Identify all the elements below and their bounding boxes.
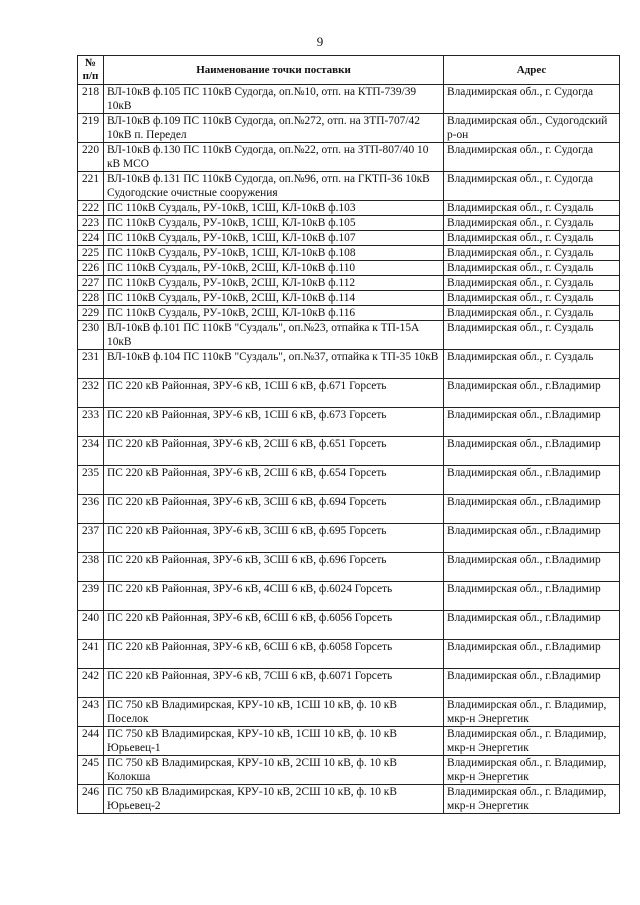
row-number: 219 xyxy=(78,114,104,143)
table-row xyxy=(78,216,620,231)
row-number: 234 xyxy=(78,437,104,466)
row-address: Владимирская обл., г. Владимир, мкр-н Энергетик xyxy=(444,727,620,756)
row-number: 227 xyxy=(78,276,104,291)
row-address: Владимирская обл., г.Владимир xyxy=(444,669,620,698)
row-number: 222 xyxy=(78,201,104,216)
row-number: 240 xyxy=(78,611,104,640)
row-number: 246 xyxy=(78,785,104,814)
table-row xyxy=(78,756,620,785)
row-number: 225 xyxy=(78,246,104,261)
row-delivery-point: ПС 220 кВ Районная, ЗРУ-6 кВ, 1СШ 6 кВ, ф.673 Горсеть xyxy=(104,408,444,437)
row-number: 226 xyxy=(78,261,104,276)
row-delivery-point: ПС 220 кВ Районная, ЗРУ-6 кВ, 1СШ 6 кВ, ф.671 Горсеть xyxy=(104,379,444,408)
row-number: 233 xyxy=(78,408,104,437)
table-row xyxy=(78,276,620,291)
row-address: Владимирская обл., г. Судогда xyxy=(444,172,620,201)
row-number: 228 xyxy=(78,291,104,306)
row-address: Владимирская обл., г. Судогда xyxy=(444,143,620,172)
row-number: 241 xyxy=(78,640,104,669)
row-number: 224 xyxy=(78,231,104,246)
row-delivery-point: ВЛ-10кВ ф.131 ПС 110кВ Судогда, оп.№96, отп. на ГКТП-36 10кВ Судогодские очистные сооружения xyxy=(104,172,444,201)
row-delivery-point: ПС 750 кВ Владимирская, КРУ-10 кВ, 1СШ 10 кВ, ф. 10 кВ Юрьевец-1 xyxy=(104,727,444,756)
row-address: Владимирская обл., г.Владимир xyxy=(444,582,620,611)
row-address: Владимирская обл., г. Суздаль xyxy=(444,216,620,231)
row-address: Владимирская обл., г. Суздаль xyxy=(444,261,620,276)
row-address: Владимирская обл., г.Владимир xyxy=(444,495,620,524)
row-address: Владимирская обл., г. Суздаль xyxy=(444,246,620,261)
row-delivery-point: ПС 110кВ Суздаль, РУ-10кВ, 2СШ, КЛ-10кВ ф.114 xyxy=(104,291,444,306)
table-row xyxy=(78,350,620,379)
header-number-symbol: № xyxy=(84,57,97,69)
row-delivery-point: ПС 750 кВ Владимирская, КРУ-10 кВ, 2СШ 10 кВ, ф. 10 кВ Колокша xyxy=(104,756,444,785)
row-number: 229 xyxy=(78,306,104,321)
row-delivery-point: ВЛ-10кВ ф.104 ПС 110кВ "Суздаль", оп.№37, отпайка к ТП-35 10кВ xyxy=(104,350,444,379)
row-number: 223 xyxy=(78,216,104,231)
table-row xyxy=(78,379,620,408)
row-number: 231 xyxy=(78,350,104,379)
row-address: Владимирская обл., г. Суздаль xyxy=(444,231,620,246)
table-body xyxy=(78,85,620,814)
table-row xyxy=(78,261,620,276)
row-address: Владимирская обл., г.Владимир xyxy=(444,640,620,669)
row-delivery-point: ВЛ-10кВ ф.109 ПС 110кВ Судогда, оп.№272, отп. на ЗТП-707/42 10кВ п. Передел xyxy=(104,114,444,143)
row-number: 236 xyxy=(78,495,104,524)
table-row xyxy=(78,201,620,216)
row-address: Владимирская обл., г. Суздаль xyxy=(444,291,620,306)
row-number: 239 xyxy=(78,582,104,611)
row-number: 230 xyxy=(78,321,104,350)
row-number: 237 xyxy=(78,524,104,553)
table-row xyxy=(78,408,620,437)
row-address: Владимирская обл., г. Владимир, мкр-н Энергетик xyxy=(444,785,620,814)
row-address: Владимирская обл., г. Суздаль xyxy=(444,201,620,216)
row-address: Владимирская обл., г.Владимир xyxy=(444,437,620,466)
table-row xyxy=(78,640,620,669)
table-row xyxy=(78,143,620,172)
row-address: Владимирская обл., г. Суздаль xyxy=(444,321,620,350)
table-row xyxy=(78,231,620,246)
row-delivery-point: ПС 110кВ Суздаль, РУ-10кВ, 1СШ, КЛ-10кВ ф.103 xyxy=(104,201,444,216)
row-number: 244 xyxy=(78,727,104,756)
row-number: 242 xyxy=(78,669,104,698)
table-row xyxy=(78,114,620,143)
row-delivery-point: ПС 750 кВ Владимирская, КРУ-10 кВ, 1СШ 10 кВ, ф. 10 кВ Поселок xyxy=(104,698,444,727)
row-number: 221 xyxy=(78,172,104,201)
table-row xyxy=(78,698,620,727)
table-row xyxy=(78,437,620,466)
row-number: 232 xyxy=(78,379,104,408)
row-address: Владимирская обл., г. Судогда xyxy=(444,85,620,114)
row-address: Владимирская обл., г.Владимир xyxy=(444,553,620,582)
row-address: Владимирская обл., г.Владимир xyxy=(444,466,620,495)
table-row xyxy=(78,582,620,611)
row-address: Владимирская обл., г.Владимир xyxy=(444,524,620,553)
row-number: 245 xyxy=(78,756,104,785)
row-delivery-point: ПС 220 кВ Районная, ЗРУ-6 кВ, 3СШ 6 кВ, ф.694 Горсеть xyxy=(104,495,444,524)
table-row xyxy=(78,727,620,756)
row-delivery-point: ВЛ-10кВ ф.101 ПС 110кВ "Суздаль", оп.№23, отпайка к ТП-15А 10кВ xyxy=(104,321,444,350)
row-address: Владимирская обл., г. Владимир, мкр-н Энергетик xyxy=(444,698,620,727)
row-delivery-point: ПС 750 кВ Владимирская, КРУ-10 кВ, 2СШ 10 кВ, ф. 10 кВ Юрьевец-2 xyxy=(104,785,444,814)
table-row xyxy=(78,611,620,640)
row-delivery-point: ВЛ-10кВ ф.130 ПС 110кВ Судогда, оп.№22, отп. на ЗТП-807/40 10 кВ МСО xyxy=(104,143,444,172)
table-row xyxy=(78,466,620,495)
row-address: Владимирская обл., Судогодский р-он xyxy=(444,114,620,143)
row-delivery-point: ВЛ-10кВ ф.105 ПС 110кВ Судогда, оп.№10, отп. на КТП-739/39 10кВ xyxy=(104,85,444,114)
page-number: 9 xyxy=(316,34,324,49)
row-address: Владимирская обл., г. Суздаль xyxy=(444,276,620,291)
row-number: 220 xyxy=(78,143,104,172)
row-address: Владимирская обл., г. Суздаль xyxy=(444,350,620,379)
row-number: 218 xyxy=(78,85,104,114)
table-row xyxy=(78,85,620,114)
header-name: Наименование точки поставки xyxy=(104,56,444,85)
table-row xyxy=(78,306,620,321)
header-address: Адрес xyxy=(444,56,620,85)
row-delivery-point: ПС 220 кВ Районная, ЗРУ-6 кВ, 2СШ 6 кВ, ф.654 Горсеть xyxy=(104,466,444,495)
row-number: 238 xyxy=(78,553,104,582)
row-delivery-point: ПС 220 кВ Районная, ЗРУ-6 кВ, 7СШ 6 кВ, ф.6071 Горсеть xyxy=(104,669,444,698)
table-row xyxy=(78,495,620,524)
row-delivery-point: ПС 110кВ Суздаль, РУ-10кВ, 1СШ, КЛ-10кВ ф.107 xyxy=(104,231,444,246)
row-delivery-point: ПС 220 кВ Районная, ЗРУ-6 кВ, 3СШ 6 кВ, ф.695 Горсеть xyxy=(104,524,444,553)
row-address: Владимирская обл., г. Владимир, мкр-н Энергетик xyxy=(444,756,620,785)
table-row xyxy=(78,669,620,698)
header-number-abbr: п/п xyxy=(82,70,99,82)
table-row xyxy=(78,172,620,201)
row-address: Владимирская обл., г. Суздаль xyxy=(444,306,620,321)
header-number xyxy=(78,56,104,85)
row-delivery-point: ПС 110кВ Суздаль, РУ-10кВ, 2СШ, КЛ-10кВ ф.110 xyxy=(104,261,444,276)
table-row xyxy=(78,785,620,814)
row-number: 243 xyxy=(78,698,104,727)
row-address: Владимирская обл., г.Владимир xyxy=(444,408,620,437)
row-delivery-point: ПС 110кВ Суздаль, РУ-10кВ, 2СШ, КЛ-10кВ ф.116 xyxy=(104,306,444,321)
row-delivery-point: ПС 220 кВ Районная, ЗРУ-6 кВ, 6СШ 6 кВ, ф.6058 Горсеть xyxy=(104,640,444,669)
row-address: Владимирская обл., г.Владимир xyxy=(444,379,620,408)
row-delivery-point: ПС 220 кВ Районная, ЗРУ-6 кВ, 2СШ 6 кВ, ф.651 Горсеть xyxy=(104,437,444,466)
row-number: 235 xyxy=(78,466,104,495)
row-address: Владимирская обл., г.Владимир xyxy=(444,611,620,640)
row-delivery-point: ПС 110кВ Суздаль, РУ-10кВ, 1СШ, КЛ-10кВ ф.108 xyxy=(104,246,444,261)
table-row xyxy=(78,321,620,350)
row-delivery-point: ПС 110кВ Суздаль, РУ-10кВ, 1СШ, КЛ-10кВ ф.105 xyxy=(104,216,444,231)
delivery-points-table xyxy=(77,55,620,814)
table-row xyxy=(78,524,620,553)
table-row xyxy=(78,246,620,261)
table-row xyxy=(78,553,620,582)
row-delivery-point: ПС 110кВ Суздаль, РУ-10кВ, 2СШ, КЛ-10кВ ф.112 xyxy=(104,276,444,291)
table-header-row xyxy=(78,56,620,85)
row-delivery-point: ПС 220 кВ Районная, ЗРУ-6 кВ, 6СШ 6 кВ, ф.6056 Горсеть xyxy=(104,611,444,640)
row-delivery-point: ПС 220 кВ Районная, ЗРУ-6 кВ, 4СШ 6 кВ, ф.6024 Горсеть xyxy=(104,582,444,611)
table-row xyxy=(78,291,620,306)
row-delivery-point: ПС 220 кВ Районная, ЗРУ-6 кВ, 3СШ 6 кВ, ф.696 Горсеть xyxy=(104,553,444,582)
